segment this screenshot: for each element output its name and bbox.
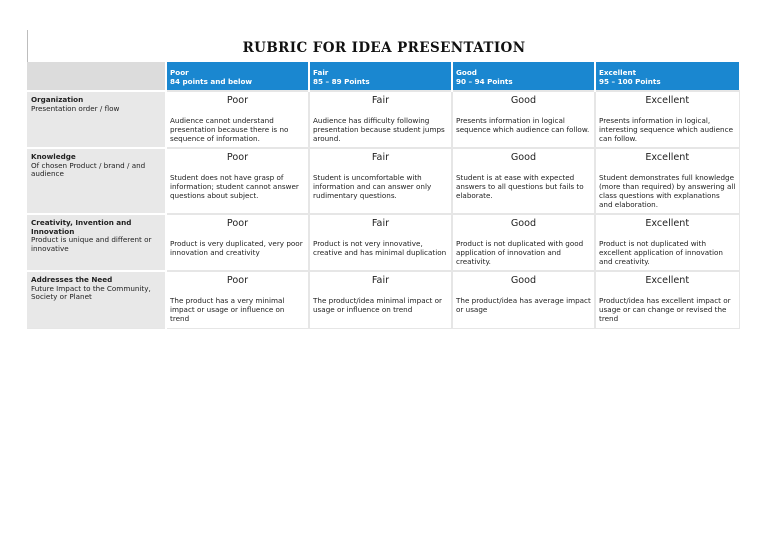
rubric-table <box>27 62 740 329</box>
header-points: 95 – 100 Points <box>599 77 661 86</box>
level-description: Product/idea has excellent impact or usage or can change or revised the trend <box>599 296 731 323</box>
criterion-cell <box>27 214 166 271</box>
header-points: 90 – 94 Points <box>456 77 513 86</box>
level-description: Product is not duplicated with excellent application of innovation and creativity. <box>599 239 723 266</box>
level-description: The product/idea has average impact or usage <box>456 296 591 314</box>
level-description: Audience has difficulty following presentation because student jumps around. <box>313 116 445 143</box>
score-cell-excellent <box>595 271 739 328</box>
criterion-cell <box>27 91 166 148</box>
level-label: Excellent <box>645 218 690 229</box>
level-description: Student demonstrates full knowledge (more than required) by answering all class questions with explanations and elaboration. <box>599 173 736 209</box>
score-cell-excellent <box>595 91 739 148</box>
header-level: Poor <box>170 68 189 77</box>
score-cell-excellent <box>595 214 739 271</box>
level-label: Fair <box>371 218 390 229</box>
level-label: Excellent <box>645 152 690 163</box>
criterion-row-knowledge <box>27 148 739 214</box>
header-points: 85 – 89 Points <box>313 77 370 86</box>
level-label: Fair <box>371 95 390 106</box>
level-description: Product is not duplicated with good application of innovation and creativity. <box>456 239 584 266</box>
score-cell-poor <box>166 91 309 148</box>
criterion-title: Knowledge <box>31 152 76 161</box>
score-cell-fair <box>309 214 452 271</box>
header-row <box>27 62 739 91</box>
score-cell-poor <box>166 271 309 328</box>
score-cell-poor <box>166 148 309 214</box>
criterion-cell <box>27 271 166 328</box>
criterion-description: Future Impact to the Community, Society or Planet <box>31 283 151 302</box>
score-cell-fair <box>309 271 452 328</box>
level-description: Student does not have grasp of information; student cannot answer questions about subject. <box>170 173 299 200</box>
level-label: Good <box>510 95 537 106</box>
header-cell-excellent <box>595 62 739 91</box>
level-description: Student is at ease with expected answers to all questions but fails to elaborate. <box>456 173 584 200</box>
criterion-row-need <box>27 271 739 328</box>
header-cell-fair <box>309 62 452 91</box>
level-description: Product is not very innovative, creative and has minimal duplication <box>313 239 447 257</box>
score-cell-good <box>452 91 595 148</box>
level-label: Poor <box>226 95 249 106</box>
header-level: Fair <box>313 68 329 77</box>
score-cell-fair <box>309 91 452 148</box>
level-label: Good <box>510 218 537 229</box>
level-label: Good <box>510 152 537 163</box>
score-cell-excellent <box>595 148 739 214</box>
level-label: Poor <box>226 152 249 163</box>
level-label: Fair <box>371 275 390 286</box>
level-description: Presents information in logical, interesting sequence which audience can follow. <box>599 116 733 143</box>
score-cell-good <box>452 148 595 214</box>
level-description: The product has a very minimal impact or usage or influence on trend <box>170 296 285 323</box>
score-cell-poor <box>166 214 309 271</box>
level-description: Audience cannot understand presentation because there is no sequence of information. <box>170 116 289 143</box>
header-cell-good <box>452 62 595 91</box>
level-description: Student is uncomfortable with information and can answer only rudimentary questions. <box>313 173 432 200</box>
criterion-title: Creativity, Invention and Innovation <box>31 218 132 236</box>
criterion-description: Product is unique and different or innovative <box>31 235 152 253</box>
header-level: Good <box>456 68 477 77</box>
criterion-row-creativity <box>27 214 739 271</box>
level-label: Excellent <box>645 275 690 286</box>
score-cell-good <box>452 271 595 328</box>
level-description: Product is very duplicated, very poor innovation and creativity <box>170 239 303 257</box>
page-title: RUBRIC FOR IDEA PRESENTATION <box>242 40 526 56</box>
criterion-cell <box>27 148 166 214</box>
level-description: Presents information in logical sequence which audience can follow. <box>456 116 590 134</box>
criterion-title: Addresses the Need <box>31 275 113 284</box>
header-points: 84 points and below <box>170 77 253 86</box>
level-label: Poor <box>226 218 249 229</box>
criterion-title: Organization <box>31 95 84 104</box>
score-cell-fair <box>309 148 452 214</box>
header-cell-poor <box>166 62 309 91</box>
criterion-description: Of chosen Product / brand / and audience <box>31 160 146 179</box>
level-description: The product/idea minimal impact or usage or influence on trend <box>313 296 442 314</box>
header-level: Excellent <box>599 68 637 77</box>
level-label: Good <box>510 275 537 286</box>
criterion-row-organization <box>27 91 739 148</box>
header-blank-cell <box>27 62 166 91</box>
level-label: Excellent <box>645 95 690 106</box>
level-label: Poor <box>226 275 249 286</box>
score-cell-good <box>452 214 595 271</box>
criterion-description: Presentation order / flow <box>31 103 120 113</box>
level-label: Fair <box>371 152 390 163</box>
